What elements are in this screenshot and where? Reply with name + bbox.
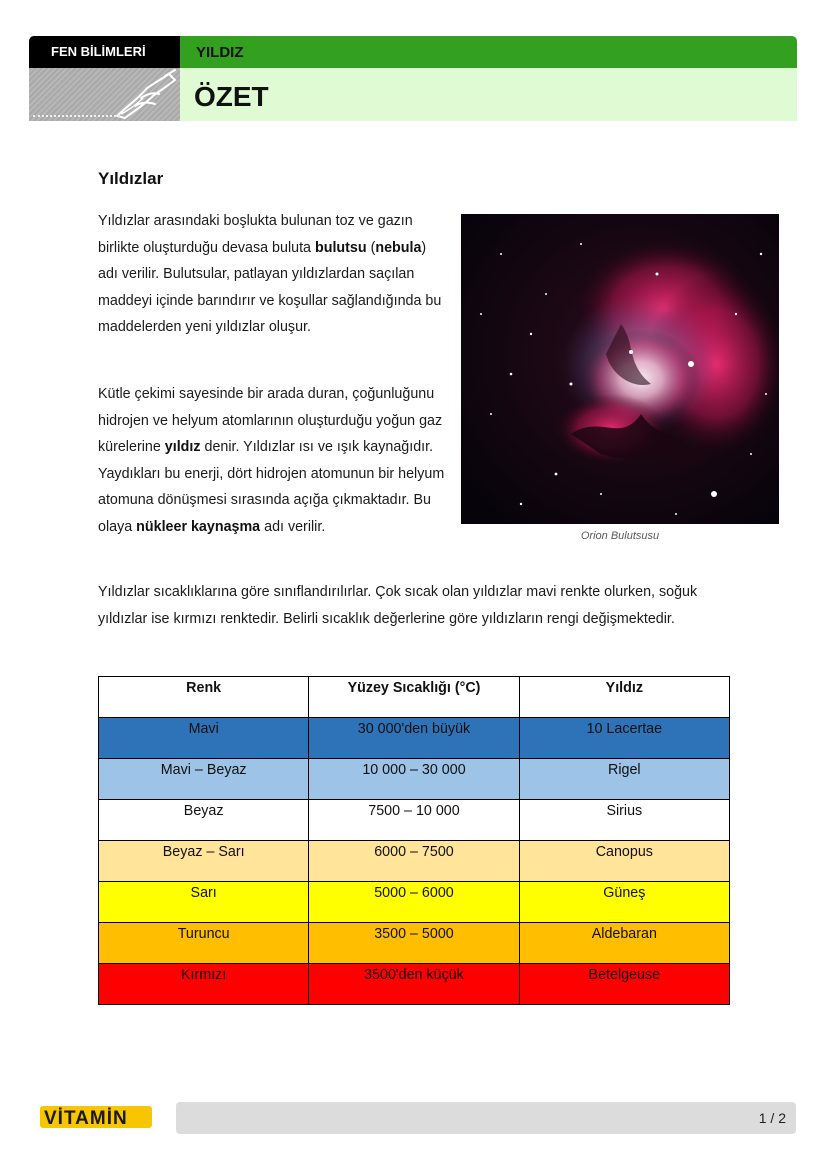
cell-color: Beyaz – Sarı	[99, 841, 309, 882]
page-number: 1 / 2	[758, 1110, 786, 1126]
cell-color: Sarı	[99, 882, 309, 923]
cell-star: Rigel	[519, 759, 729, 800]
table-row	[99, 718, 730, 759]
column-header-color: Renk	[99, 677, 309, 718]
table-row	[99, 964, 730, 1005]
column-header-temperature: Yüzey Sıcaklığı (°C)	[309, 677, 519, 718]
text-run: Kütle çekimi sayesinde bir arada duran, çoğunluğunu hidrojen ve helyum atomlarının oluşturduğu yoğun gaz kürelerine	[98, 386, 443, 456]
bold-term: nebula	[375, 239, 422, 256]
bold-term: nükleer kaynaşma	[136, 518, 261, 535]
logo-text: VİTAMİN	[44, 1108, 128, 1129]
table-row	[99, 882, 730, 923]
cell-temperature: 3500 – 5000	[309, 923, 519, 964]
cell-star: 10 Lacertae	[519, 718, 729, 759]
text-run: adı verilir.	[260, 518, 326, 535]
cell-color: Beyaz	[99, 800, 309, 841]
cell-color: Mavi	[99, 718, 309, 759]
cell-color: Kırmızı	[99, 964, 309, 1005]
table-row	[99, 800, 730, 841]
cell-color: Turuncu	[99, 923, 309, 964]
paragraph-classification: Yıldızlar sıcaklıklarına göre sınıflandırılırlar. Çok sıcak olan yıldızlar mavi renkte olurken, soğuk yıldızlar ise kırmızı renktedir. Belirli sıcaklık değerlerine göre yıldızların rengi değişmektedir.	[98, 584, 698, 627]
section-title: Yıldızlar	[98, 169, 164, 188]
table-header-row	[99, 677, 730, 718]
bold-term: bulutsu	[314, 239, 367, 256]
cell-star: Betelgeuse	[519, 964, 729, 1005]
table-row	[99, 759, 730, 800]
paragraph-star-definition	[98, 381, 448, 541]
cell-temperature: 3500'den küçük	[309, 964, 519, 1005]
text-run: Yıldızlar arasındaki boşlukta bulunan toz ve gazın birlikte oluşturduğu devasa buluta	[98, 213, 413, 256]
cell-temperature: 10 000 – 30 000	[309, 759, 519, 800]
cell-star: Aldebaran	[519, 923, 729, 964]
cell-star: Sirius	[519, 800, 729, 841]
table-row	[99, 923, 730, 964]
subject-label: FEN BİLİMLERİ	[29, 36, 180, 68]
cell-temperature: 5000 – 6000	[309, 882, 519, 923]
text-run: ) adı verilir. Bulutsular, patlayan yıldızlardan saçılan maddeyi içinde barındırır ve koşullar sağlandığında bu maddelerden yeni yıldızlar oluşur.	[98, 239, 442, 336]
vitamin-logo	[40, 1103, 156, 1131]
text-run: (	[366, 239, 376, 256]
footer-bar	[176, 1102, 796, 1134]
cell-star: Canopus	[519, 841, 729, 882]
bold-term: yıldız	[164, 439, 201, 456]
writing-hand-icon	[29, 68, 180, 121]
text-run: denir. Yıldızlar ısı ve ışık kaynağıdır. Yaydıkları bu enerji, dört hidrojen atomunun bir helyum atomuna dönüşmesi sırasında açığa çıkmaktadır. Bu olaya	[98, 439, 445, 535]
cell-temperature: 30 000'den büyük	[309, 718, 519, 759]
cell-temperature: 6000 – 7500	[309, 841, 519, 882]
paragraph-nebula	[98, 208, 448, 341]
orion-nebula-image	[461, 214, 779, 524]
star-color-table	[98, 676, 730, 1005]
page-title: ÖZET	[180, 68, 797, 121]
image-caption: Orion Bulutsusu	[580, 530, 660, 542]
column-header-star: Yıldız	[519, 677, 729, 718]
table-row	[99, 841, 730, 882]
cell-color: Mavi – Beyaz	[99, 759, 309, 800]
topic-label: YILDIZ	[180, 36, 797, 68]
cell-star: Güneş	[519, 882, 729, 923]
cell-temperature: 7500 – 10 000	[309, 800, 519, 841]
